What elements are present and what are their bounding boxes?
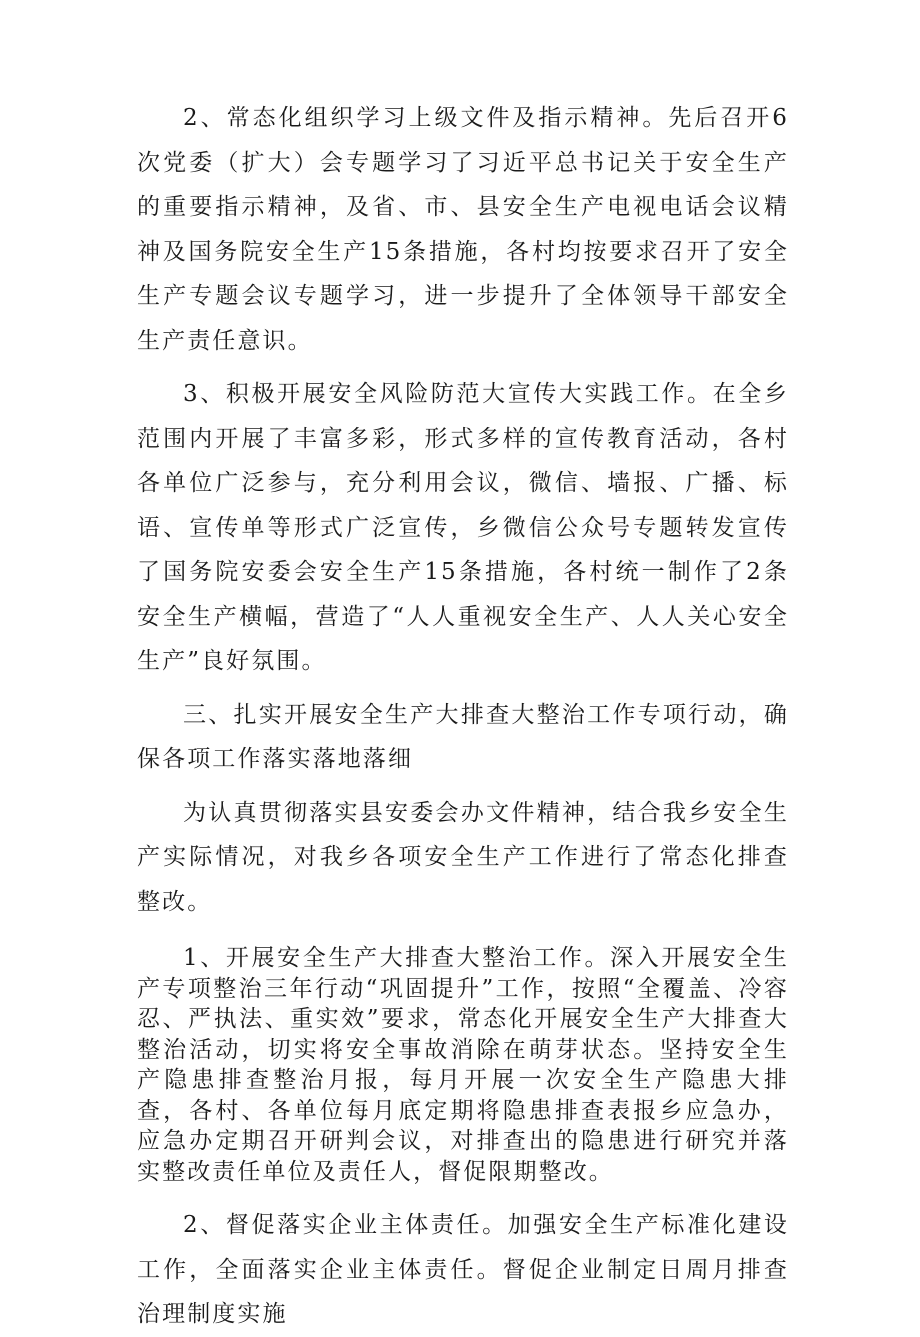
paragraph-inspection-rectification: 1、开展安全生产大排查大整治工作。深入开展安全生产专项整治三年行动“巩固提升”工作，按照“全覆盖、冷容忍、严执法、重实效”要求，常态化开展安全生产大排查大整治活动，切实将安全事故消除在萌芽状态。坚持安全生产隐患排查整治月报，每月开展一次安全生产隐患大排查，各村、各单位每月底定期将隐患排查表报乡应急办，应急办定期召开研判会议，对排查出的隐患进行研究并落实整改责任单位及责任人，督促限期整改。 bbox=[137, 945, 789, 1185]
section-heading-three: 三、扎实开展安全生产大排查大整治工作专项行动，确保各项工作落实落地落细 bbox=[137, 701, 789, 772]
paragraph-section-intro: 为认真贯彻落实县安委会办文件精神，结合我乡安全生产实际情况，对我乡各项安全生产工作进行了常态化排查整改。 bbox=[137, 799, 789, 915]
document-body bbox=[137, 96, 789, 1337]
paragraph-study-documents: 2、常态化组织学习上级文件及指示精神。先后召开6次党委（扩大）会专题学习了习近平总书记关于安全生产的重要指示精神，及省、市、县安全生产电视电话会议精神及国务院安全生产15条措施，各村均按要求召开了安全生产专题会议专题学习，进一步提升了全体领导干部安全生产责任意识。 bbox=[137, 105, 789, 354]
paragraph-enterprise-responsibility: 2、督促落实企业主体责任。加强安全生产标准化建设工作，全面落实企业主体责任。督促企业制定日周月排查治理制度实施 bbox=[137, 1212, 789, 1327]
paragraph-risk-publicity: 3、积极开展安全风险防范大宣传大实践工作。在全乡范围内开展了丰富多彩，形式多样的宣传教育活动，各村各单位广泛参与，充分利用会议，微信、墙报、广播、标语、宣传单等形式广泛宣传，乡微信公众号专题转发宣传了国务院安委会安全生产15条措施，各村统一制作了2条安全生产横幅，营造了“人人重视安全生产、人人关心安全生产”良好氛围。 bbox=[137, 381, 789, 674]
